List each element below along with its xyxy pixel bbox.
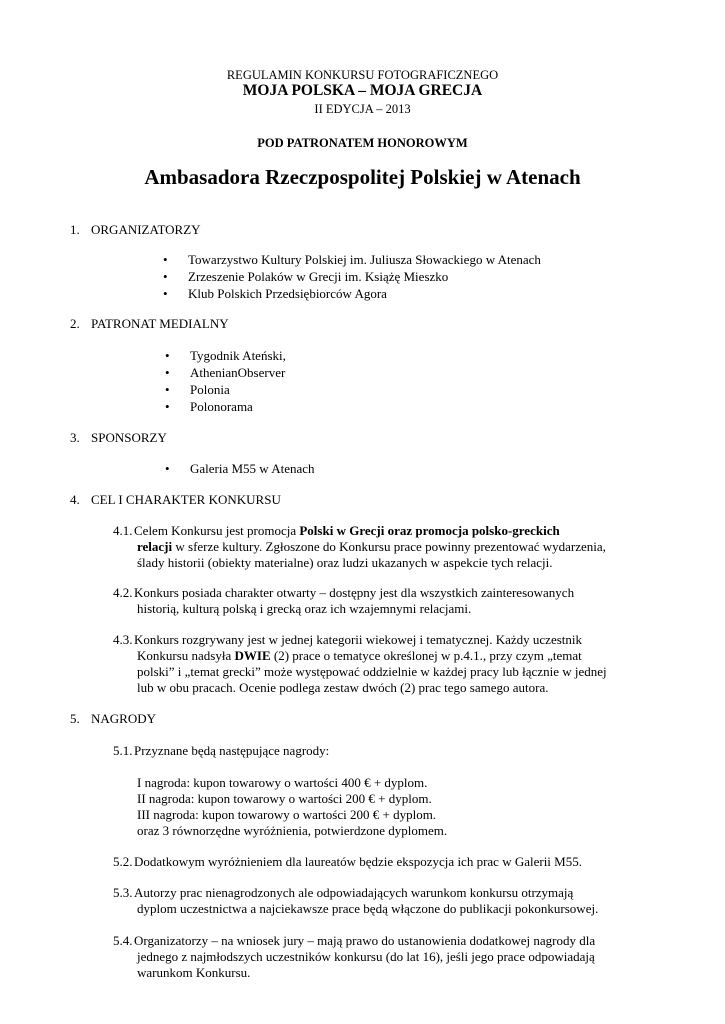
section-goal-heading: 4. CEL I CHARAKTER KONKURSU bbox=[70, 492, 281, 507]
regulation-heading: REGULAMIN KONKURSU FOTOGRAFICZNEGO bbox=[226, 68, 499, 82]
patronage-heading: POD PATRONATEM HONOROWYM bbox=[257, 136, 468, 150]
prize-list bbox=[137, 775, 637, 839]
list-item: • Klub Polskich Przedsiębiorców Agora bbox=[163, 286, 541, 303]
list-item: • Polonorama bbox=[165, 399, 286, 416]
paragraph-4-1: 4.1. Celem Konkursu jest promocja Polski w Grecji oraz promocja polsko-greckich relacji w sferze kultury. Zgłoszone do Konkursu prace powinny prezentować wydarzenia, ślady historii (obiekty materialne) oraz ludzi ukazanych w aspekcie tych relacji. bbox=[113, 523, 606, 570]
list-item: • Zrzeszenie Polaków w Grecji im. Książę Mieszko bbox=[163, 269, 541, 286]
section-prizes-heading: 5. NAGRODY bbox=[70, 711, 156, 726]
media-patrons-list bbox=[165, 348, 286, 416]
paragraph-5-4: 5.4. Organizatorzy – na wniosek jury – mają prawo do ustanowienia dodatkowej nagrody dla jednego z najmłodszych uczestników konkursu (do lat 16), jeśli jego prace odpowiadają warunkom Konkursu. bbox=[113, 933, 596, 980]
paragraph-5-2: 5.2. Dodatkowym wyróżnieniem dla laureatów będzie ekspozycja ich prac w Galerii M55. bbox=[113, 854, 582, 869]
section-sponsors-heading: 3. SPONSORZY bbox=[70, 430, 167, 445]
sponsors-list bbox=[165, 461, 315, 478]
paragraph-5-1: 5.1. Przyznane będą następujące nagrody: bbox=[113, 743, 330, 758]
edition-line: II EDYCJA – 2013 bbox=[314, 102, 411, 116]
list-item: • Galeria M55 w Atenach bbox=[165, 461, 315, 478]
organizers-list bbox=[163, 252, 541, 303]
paragraph-5-3: 5.3. Autorzy prac nienagrodzonych ale odpowiadających warunkom konkursu otrzymają dyplom uczestnictwa a najciekawsze prace będą włączone do publikacji pokonkursowej. bbox=[113, 885, 599, 916]
section-media-heading: 2. PATRONAT MEDIALNY bbox=[70, 316, 229, 331]
contest-title: MOJA POLSKA – MOJA GRECJA bbox=[242, 82, 483, 99]
ambassador-heading: Ambasadora Rzeczpospolitej Polskiej w Atenach bbox=[144, 165, 581, 189]
prize-item: oraz 3 równorzędne wyróżnienia, potwierdzone dyplomem. bbox=[137, 823, 448, 838]
section-organizers-heading: 1. ORGANIZATORZY bbox=[70, 222, 201, 237]
paragraph-4-2: 4.2. Konkurs posiada charakter otwarty – dostępny jest dla wszystkich zainteresowanych historią, kulturą polską i grecką oraz ich wzajemnymi relacjami. bbox=[113, 585, 575, 616]
list-item: • Tygodnik Ateński, bbox=[165, 348, 286, 365]
list-item: • Polonia bbox=[165, 382, 286, 399]
prize-item: II nagroda: kupon towarowy o wartości 200 € + dyplom. bbox=[137, 791, 432, 806]
prize-item: I nagroda: kupon towarowy o wartości 400 € + dyplom. bbox=[137, 775, 428, 790]
prize-item: III nagroda: kupon towarowy o wartości 200 € + dyplom. bbox=[137, 807, 437, 822]
paragraph-4-3: 4.3. Konkurs rozgrywany jest w jednej kategorii wiekowej i tematycznej. Każdy uczestnik Konkursu nadsyła DWIE (2) prace o tematyce określonej w p.4.1., przy czym „temat polski” i „temat grecki” może występować oddzielnie w każdej pracy lub łącznie w jednej lub w obu pracach. Ocenie podlega zestaw dwóch (2) prac tego samego autora. bbox=[113, 632, 607, 695]
list-item: • Towarzystwo Kultury Polskiej im. Juliusza Słowackiego w Atenach bbox=[163, 252, 541, 269]
list-item: • AthenianObserver bbox=[165, 365, 286, 382]
